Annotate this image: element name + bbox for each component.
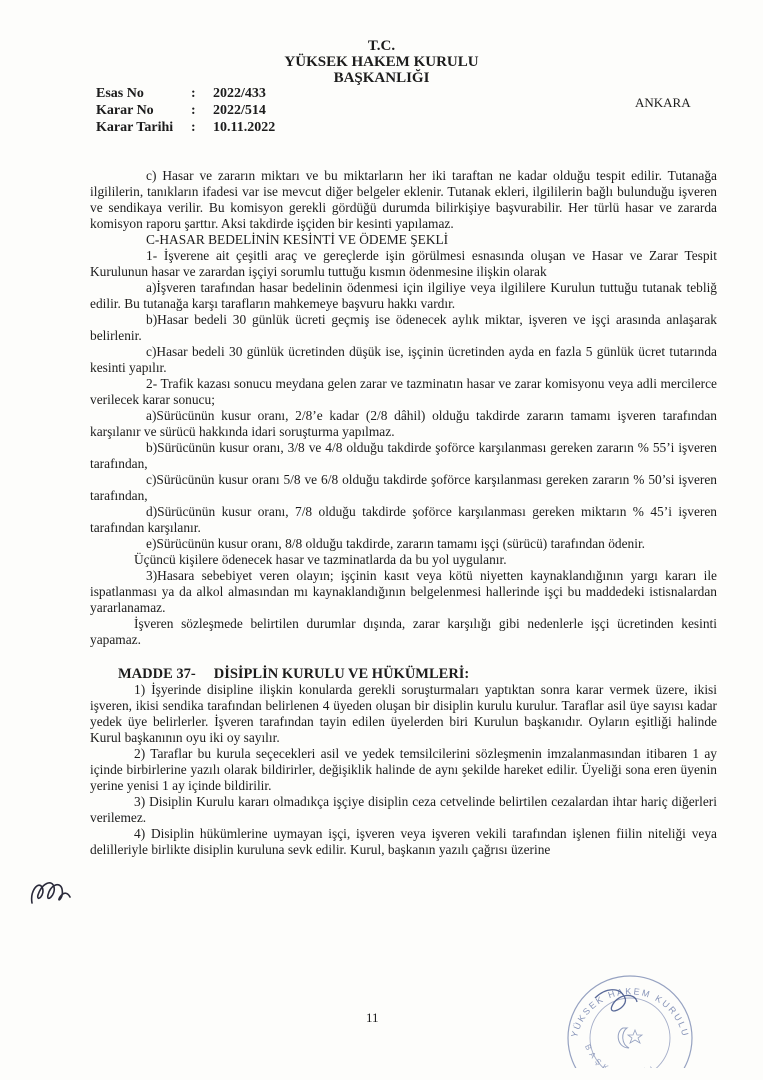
svg-text:BAŞKANLIĞI: BAŞ [582, 1043, 607, 1068]
meta-key: Karar No [96, 103, 154, 118]
article-heading [90, 666, 717, 682]
meta-key: Esas No [96, 86, 144, 101]
paragraph: b)Hasar bedeli 30 günlük ücreti geçmiş ise ödenecek aylık miktar, işveren ve işçi arasında anlaşarak belirlenir. [90, 312, 717, 343]
svg-text:YÜKSEK HAKEM KURULU: YÜKSEK HAKEM KURULU [569, 986, 691, 1039]
meta-row-karar [96, 102, 275, 119]
paragraph: 1) İşyerinde disipline ilişkin konularda gerekli soruşturmaları yaptıktan sonra karar vermek üzere, ikisi işveren, ikisi sendika tarafından belirlenen 4 üyeden oluşan bir disiplin kurulu kurulur. Taraflar asil üye sayısı kadar yedek üye belirlerler. İşveren tarafından tayin edilen üyelerden biri Kurulun başkanıdır. Oyların eşitliği halinde Kurul başkanının oyu iki oy sayılır. [90, 682, 717, 745]
paragraph: e)Sürücünün kusur oranı, 8/8 olduğu takdirde, zararın tamamı işçi (sürücü) tarafından ödenir. [146, 536, 646, 551]
meta-value: 2022/514 [213, 103, 266, 118]
case-meta [96, 85, 275, 136]
header-institution: YÜKSEK HAKEM KURULU [284, 54, 479, 70]
meta-sep: : [191, 103, 196, 118]
city: ANKARA [635, 95, 691, 110]
paragraph: a)Sürücünün kusur oranı, 2/8’e kadar (2/8 dâhil) olduğu takdirde zararın tamamı işveren tarafından karşılanır ve sürücü hakkında idari soruşturma yapılmaz. [90, 408, 717, 439]
article-title: DİSİPLİN KURULU VE HÜKÜMLERİ: [213, 666, 470, 682]
paragraph: 3) Disiplin Kurulu kararı olmadıkça işçiye disiplin ceza cetvelinde belirtilen cezalardan ihtar hariç diğerleri verilemez. [90, 794, 717, 825]
meta-value: 10.11.2022 [213, 120, 276, 135]
article-number: MADDE 37- [118, 666, 196, 682]
document-body [90, 168, 717, 858]
meta-key: Karar Tarihi [96, 120, 174, 135]
paragraph: 3)Hasara sebebiyet veren olayın; işçinin kasıt veya kötü niyetten kaynaklandığının yargı kararı ile ispatlanması ya da alkol almasından mı kaynaklandığının belgelenmesi hallerinde işçi bu maddedeki istisnalardan yararlanamaz. [90, 568, 717, 615]
meta-sep: : [191, 120, 196, 135]
meta-row-tarih [96, 119, 275, 136]
meta-row-esas [96, 85, 275, 102]
paragraph: c)Sürücünün kusur oranı 5/8 ve 6/8 olduğu takdirde şoförce karşılanması gereken zararın % 50’si işveren tarafından, [90, 472, 717, 503]
official-seal [565, 968, 695, 1073]
header-tc: T.C. [367, 38, 396, 54]
paragraph: d)Sürücünün kusur oranı, 7/8 olduğu takdirde şoförce karşılanması gereken miktarın % 45’i işveren tarafından karşılanır. [90, 504, 717, 535]
paragraph: 2- Trafik kazası sonucu meydana gelen zarar ve tazminatın hasar ve zarar komisyonu veya adli mercilerce verilecek karar sonucu; [90, 376, 717, 407]
header-office: BAŞKANLIĞI [333, 70, 430, 86]
section-heading: C-HASAR BEDELİNİN KESİNTİ VE ÖDEME ŞEKLİ [146, 232, 449, 247]
paragraph: 2) Taraflar bu kurula seçecekleri asil ve yedek temsilcilerini sözleşmenin imzalanmasından itibaren 1 ay içinde birbirlerine yazılı olarak bildirirler, değişiklik halinde de aynı şekilde hareket edilir. Üyeliği sona eren üyenin yerine yenisi 1 ay içinde bildirilir. [90, 746, 717, 793]
paragraph: 4) Disiplin hükümlerine uymayan işçi, işveren veya işveren vekili tarafından işlenen fiilin niteliği veya delilleriyle birlikte disiplin kuruluna sevk edilir. Kurul, başkanın yazılı çağrısı üzerine [90, 826, 717, 857]
paragraph: a)İşveren tarafından hasar bedelinin ödenmesi için ilgiliye veya ilgililere Kurulun tuttuğu tutanak tebliğ edilir. Bu tutanağa karşı tarafların mahkemeye başvuru hakkı vardır. [90, 280, 717, 311]
paragraph: c) Hasar ve zararın miktarı ve bu miktarların her iki taraftan ne kadar olduğu tespit edilir. Tutanağa ilgililerin, tanıkların ifadesi var ise mevcut diğer belgeler eklenir. Tutanak ekleri, ilgililerin bağlı bulunduğu işveren ve sendikaya verilir. Bu komisyon gerekli gördüğü durumda bilirkişiye başvurabilir. Her türlü hasar ve zararda komisyon raporu şarttır. Aksi takdirde işçiden bir kesinti yapılamaz. [90, 168, 717, 231]
meta-sep: : [191, 86, 196, 101]
paragraph: b)Sürücünün kusur oranı, 3/8 ve 4/8 olduğu takdirde şoförce karşılanması gereken zararın % 55’i işveren tarafından, [90, 440, 717, 471]
paragraph: 1- İşverene ait çeşitli araç ve gereçlerde işin görülmesi esnasında oluşan ve Hasar ve Zarar Tespit Kurulunun hasar ve zarardan işçiyi sorumlu tuttuğu kısmın ödenmesine ilişkin olarak [90, 248, 717, 279]
paragraph: Üçüncü kişilere ödenecek hasar ve tazminatlarda da bu yol uygulanır. [134, 552, 507, 567]
paragraph: İşveren sözleşmede belirtilen durumlar dışında, zarar karşılığı gibi nedenlerle işçi ücretinden kesinti yapamaz. [90, 616, 717, 647]
handwritten-signature [28, 873, 74, 918]
paragraph: c)Hasar bedeli 30 günlük ücretinden düşük ise, işçinin ücretinden ayda en fazla 5 günlük ücret tutarında kesinti yapılır. [90, 344, 717, 375]
meta-value: 2022/433 [213, 86, 266, 101]
page-number: 11 [366, 1010, 379, 1025]
